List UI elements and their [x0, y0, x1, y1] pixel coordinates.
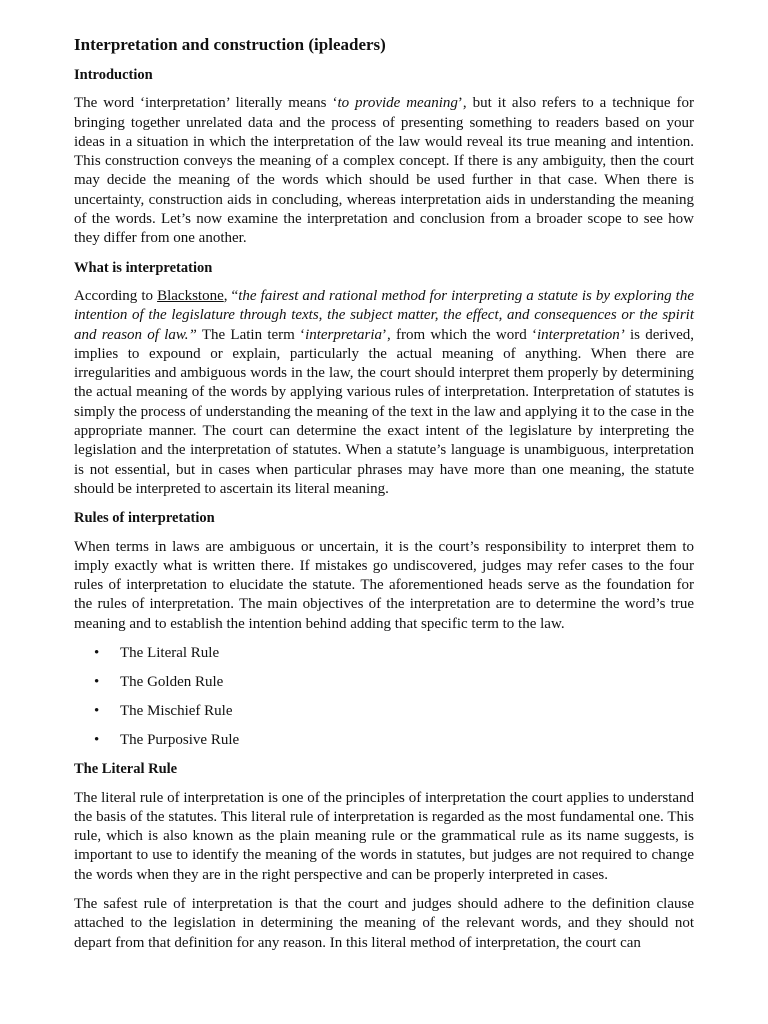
text: According to	[74, 287, 158, 304]
document-page	[74, 34, 694, 963]
text: , “	[223, 287, 239, 304]
emphasis-text: interpretaria	[305, 326, 383, 343]
list-item-label: The Mischief Rule	[120, 702, 233, 719]
list-item-label: The Golden Rule	[120, 674, 224, 690]
bullet-icon: •	[94, 645, 100, 662]
text: ’, from which the word ‘	[382, 326, 537, 343]
rules-list	[74, 644, 694, 750]
what-is-paragraph	[74, 287, 694, 499]
heading-introduction: Introduction	[74, 67, 153, 83]
bullet-icon: •	[94, 674, 100, 690]
text: is derived, implies to expound or explain, particularly the actual meaning of anything. When there are irregularities and ambiguous words in the law, the court should interpret them properly by determining the actual meaning of the words by applying various rules of interpretation. Interpretation of statutes is simply the process of understanding the meaning of the text in the law and applying it to the case in the appropriate manner. The court can determine the exact intent of the legislature by interpreting the legislation and the interpretation of statutes. When a statute’s language is unambiguous, interpretation is not essential, but in cases when particular phrases may have more than one meaning, the statute should be interpreted to ascertain its literal meaning.	[74, 326, 695, 497]
heading-literal-rule: The Literal Rule	[74, 761, 178, 778]
rules-paragraph: When terms in laws are ambiguous or uncertain, it is the court’s responsibility to interpret them to imply exactly what is written there. If mistakes go undiscovered, judges may refer cases to the four rules of interpretation to elucidate the statute. The aforementioned heads serve as the foundation for the rules of interpretation. The main objectives of the interpretation are to determine the word’s true meaning and to establish the intention behind adding that specific term to the law.	[74, 538, 694, 632]
document-title: Interpretation and construction (ipleaders)	[74, 35, 386, 54]
list-item-label: The Purposive Rule	[120, 731, 240, 748]
blackstone-link[interactable]: Blackstone	[157, 287, 224, 304]
emphasis-text: interpretation’	[536, 326, 625, 343]
heading-what-is-interpretation: What is interpretation	[74, 259, 213, 276]
literal-paragraph-1: The literal rule of interpretation is one of the principles of interpretation the court applies to understand the basis of the statutes. This literal rule of interpretation is regarded as the most fundamental one. This rule, which is also known as the plain meaning rule or the grammatical rule as its name suggests, is important to use to identify the meaning of the words in statutes, but judges are not required to change the words when they are in the right perspective and can be properly interpreted in cases.	[74, 789, 694, 883]
text: ’, but it also refers to a technique for bringing together unrelated data and the process of presenting something to readers based on your ideas in a situation in which the interpretation of the law would reveal its true meaning and intention. This construction conveys the meaning of a complex concept. If there is any ambiguity, then the court may decide the meaning of the words which should be used further in that case. When there is uncertainty, construction aids in concluding, whereas interpretation aids in understanding the meaning of the words. Let’s now examine the interpretation and conclusion from a broader scope to see how they differ from one another.	[74, 95, 694, 247]
text: The word ‘interpretation’ literally means ‘	[74, 95, 338, 112]
list-item	[74, 673, 694, 692]
list-item-label: The Literal Rule	[120, 645, 220, 662]
list-item	[74, 731, 694, 750]
bullet-icon: •	[94, 731, 100, 748]
heading-rules-of-interpretation: Rules of interpretation	[74, 510, 215, 527]
text: The Latin term ‘	[196, 326, 306, 343]
list-item	[74, 644, 694, 663]
emphasis-text: to provide meaning	[337, 95, 458, 112]
quote-text: the fairest and rational method for interpreting a statute is by exploring the intention of the legislature through texts, the subject matter, the effect, and consequences or the spirit and reason of law.”	[74, 287, 694, 343]
introduction-paragraph	[74, 94, 694, 248]
bullet-icon: •	[94, 702, 100, 719]
literal-paragraph-2: The safest rule of interpretation is that the court and judges should adhere to the definition clause attached to the legislation in determining the meaning of the relevant words, and they should not depart from that definition for any reason. In this literal method of interpretation, the court can	[74, 896, 694, 951]
list-item	[74, 702, 694, 721]
